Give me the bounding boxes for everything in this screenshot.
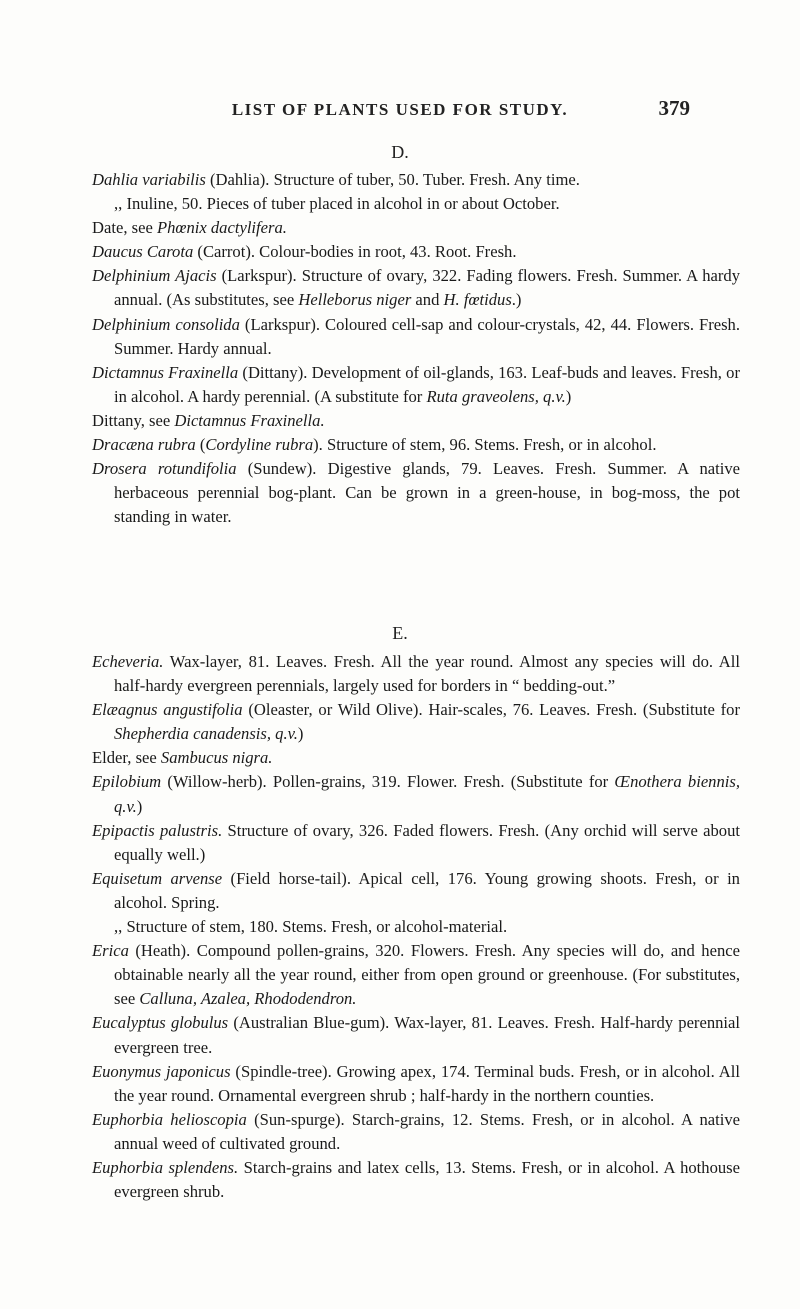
entry-text: ). Structure of stem, 96. Stems. Fresh, or in alcohol. bbox=[313, 435, 657, 455]
entry-text: Structure of ovary, 326. Faded flowers. Fresh. (Any orchid will serve about equally well.) bbox=[114, 820, 741, 864]
entry-inuline bbox=[92, 192, 740, 216]
species-name: Delphinium Ajacis bbox=[92, 266, 217, 286]
entry-delphinium-ajacis bbox=[92, 264, 740, 312]
entry-text: Date, see bbox=[92, 218, 157, 238]
section-d-entries bbox=[92, 168, 740, 529]
entry-equisetum-arvense bbox=[92, 867, 740, 915]
entry-epilobium bbox=[92, 770, 740, 818]
entry-epipactis-palustris bbox=[92, 819, 740, 867]
species-name: Dictamnus Fraxinella bbox=[92, 362, 239, 382]
entry-equisetum-stem bbox=[92, 915, 740, 939]
entry-euphorbia-splendens bbox=[92, 1156, 740, 1204]
running-title: LIST OF PLANTS USED FOR STUDY. bbox=[231, 100, 569, 119]
entry-text: .) bbox=[511, 290, 522, 310]
species-name: Euphorbia helioscopia bbox=[92, 1109, 247, 1129]
cross-reference: Cordyline rubra bbox=[205, 435, 314, 455]
entry-text: (Dittany). Development of oil-glands, 163. Leaf-buds and leaves. Fresh, or in alcohol. A hardy perennial. (A substitute for bbox=[114, 362, 740, 406]
entry-text: (Sun-spurge). Starch-grains, 12. Stems. Fresh, or in alcohol. A native annual weed of cultivated ground. bbox=[114, 1109, 740, 1153]
entry-text: (Larkspur). Coloured cell-sap and colour-crystals, 42, 44. Flowers. Fresh. Summer. Hardy annual. bbox=[114, 314, 741, 358]
species-name: Elæagnus angustifolia bbox=[92, 700, 243, 720]
entry-euonymus-japonicus bbox=[92, 1060, 740, 1108]
entry-text: Wax-layer, 81. Leaves. Fresh. All the year round. Almost any species will do. All half-hardy evergreen perennials, largely used for borders in “ bedding-out.” bbox=[114, 652, 740, 696]
entry-text: (Carrot). Colour-bodies in root, 43. Root. Fresh. bbox=[193, 242, 517, 262]
entry-text: ( bbox=[195, 435, 206, 455]
entry-text: (Spindle-tree). Growing apex, 174. Terminal buds. Fresh, or in alcohol. All the year round. Ornamental evergreen shrub ; half-hardy in the northern counties. bbox=[114, 1061, 740, 1105]
entry-text: ,, Structure of stem, 180. Stems. Fresh, or alcohol-material. bbox=[114, 917, 508, 937]
entry-text: (Oleaster, or Wild Olive). Hair-scales, 76. Leaves. Fresh. (Substitute for bbox=[242, 700, 740, 720]
entry-delphinium-consolida bbox=[92, 313, 740, 361]
entry-drosera-rotundifolia bbox=[92, 457, 740, 529]
cross-reference: Calluna, Azalea, Rhododendron. bbox=[139, 989, 357, 1009]
section-letter-e: E. bbox=[392, 623, 408, 643]
entry-text: (Australian Blue-gum). Wax-layer, 81. Leaves. Fresh. Half-hardy perennial evergreen tree. bbox=[114, 1013, 741, 1057]
entry-elaeagnus-angustifolia bbox=[92, 698, 740, 746]
page-number: 379 bbox=[658, 96, 690, 120]
cross-reference: Helleborus niger bbox=[298, 290, 412, 310]
entry-text: Dittany, see bbox=[92, 410, 175, 430]
cross-reference: Œnothera biennis, q.v. bbox=[114, 772, 740, 816]
cross-reference: Sambucus nigra. bbox=[160, 748, 273, 768]
entry-daucus-carota bbox=[92, 240, 740, 264]
entry-text: ) bbox=[297, 724, 304, 744]
entry-text: and bbox=[411, 290, 444, 310]
species-name: Epilobium bbox=[92, 772, 162, 792]
entry-text: (Dahlia). Structure of tuber, 50. Tuber. Fresh. Any time. bbox=[205, 170, 580, 189]
entry-date bbox=[92, 216, 740, 240]
entry-euphorbia-helioscopia bbox=[92, 1108, 740, 1156]
entry-dracaena-rubra bbox=[92, 433, 740, 457]
cross-reference: Ruta graveolens, q.v. bbox=[426, 386, 566, 406]
species-name: Erica bbox=[92, 941, 129, 961]
species-name: Euonymus japonicus bbox=[92, 1061, 231, 1081]
species-name: Dahlia variabilis bbox=[92, 170, 206, 189]
species-name: Drosera rotundifolia bbox=[92, 459, 237, 479]
species-name: Eucalyptus globulus bbox=[92, 1013, 229, 1033]
entry-eucalyptus-globulus bbox=[92, 1011, 740, 1059]
entry-dictamnus-fraxinella bbox=[92, 361, 740, 409]
entry-text: (Field horse-tail). Apical cell, 176. Young growing shoots. Fresh, or in alcohol. Spring. bbox=[114, 868, 740, 912]
running-head bbox=[0, 96, 800, 130]
entry-erica bbox=[92, 939, 740, 1011]
species-name: Dracæna rubra bbox=[92, 435, 196, 455]
section-letter-d: D. bbox=[391, 142, 409, 162]
species-name: Delphinium consolida bbox=[92, 314, 240, 334]
entry-text: Starch-grains and latex cells, 13. Stems. Fresh, or in alcohol. A hothouse evergreen shrub. bbox=[114, 1157, 740, 1202]
entry-text: Elder, see bbox=[92, 748, 161, 768]
entry-dahlia-variabilis bbox=[92, 168, 740, 192]
cross-reference: H. fœtidus bbox=[443, 290, 512, 310]
entry-text: (Heath). Compound pollen-grains, 320. Flowers. Fresh. Any species will do, and hence obtainable nearly all the year round, either from open ground or greenhouse. (For substitutes, see bbox=[114, 941, 740, 1009]
section-e-entries bbox=[92, 650, 740, 1204]
entry-text: ,, Inuline, 50. Pieces of tuber placed in alcohol in or about October. bbox=[114, 194, 560, 214]
entry-dittany bbox=[92, 409, 740, 433]
cross-reference: Phœnix dactylifera. bbox=[156, 218, 287, 238]
cross-reference: Shepherdia canadensis, q.v. bbox=[114, 724, 298, 744]
entry-text: ) bbox=[565, 386, 572, 406]
species-name: Equisetum arvense bbox=[92, 868, 223, 888]
species-name: Daucus Carota bbox=[92, 242, 194, 262]
entry-text: (Sundew). Digestive glands, 79. Leaves. Fresh. Summer. A native herbaceous perennial bog-plant. Can be grown in a green-house, in bog-moss, the pot standing in water. bbox=[114, 459, 740, 527]
species-name: Euphorbia splendens. bbox=[92, 1157, 239, 1177]
entry-text: (Willow-herb). Pollen-grains, 319. Flower. Fresh. (Substitute for bbox=[161, 772, 615, 792]
species-name: Epipactis palustris. bbox=[92, 820, 223, 840]
species-name: Echeveria. bbox=[92, 652, 164, 671]
entry-elder bbox=[92, 746, 740, 770]
entry-text: ) bbox=[136, 796, 143, 816]
entry-text: (Larkspur). Structure of ovary, 322. Fading flowers. Fresh. Summer. A hardy annual. (As substitutes, see bbox=[114, 266, 740, 310]
cross-reference: Dictamnus Fraxinella. bbox=[174, 410, 325, 430]
entry-echeveria bbox=[92, 650, 740, 698]
